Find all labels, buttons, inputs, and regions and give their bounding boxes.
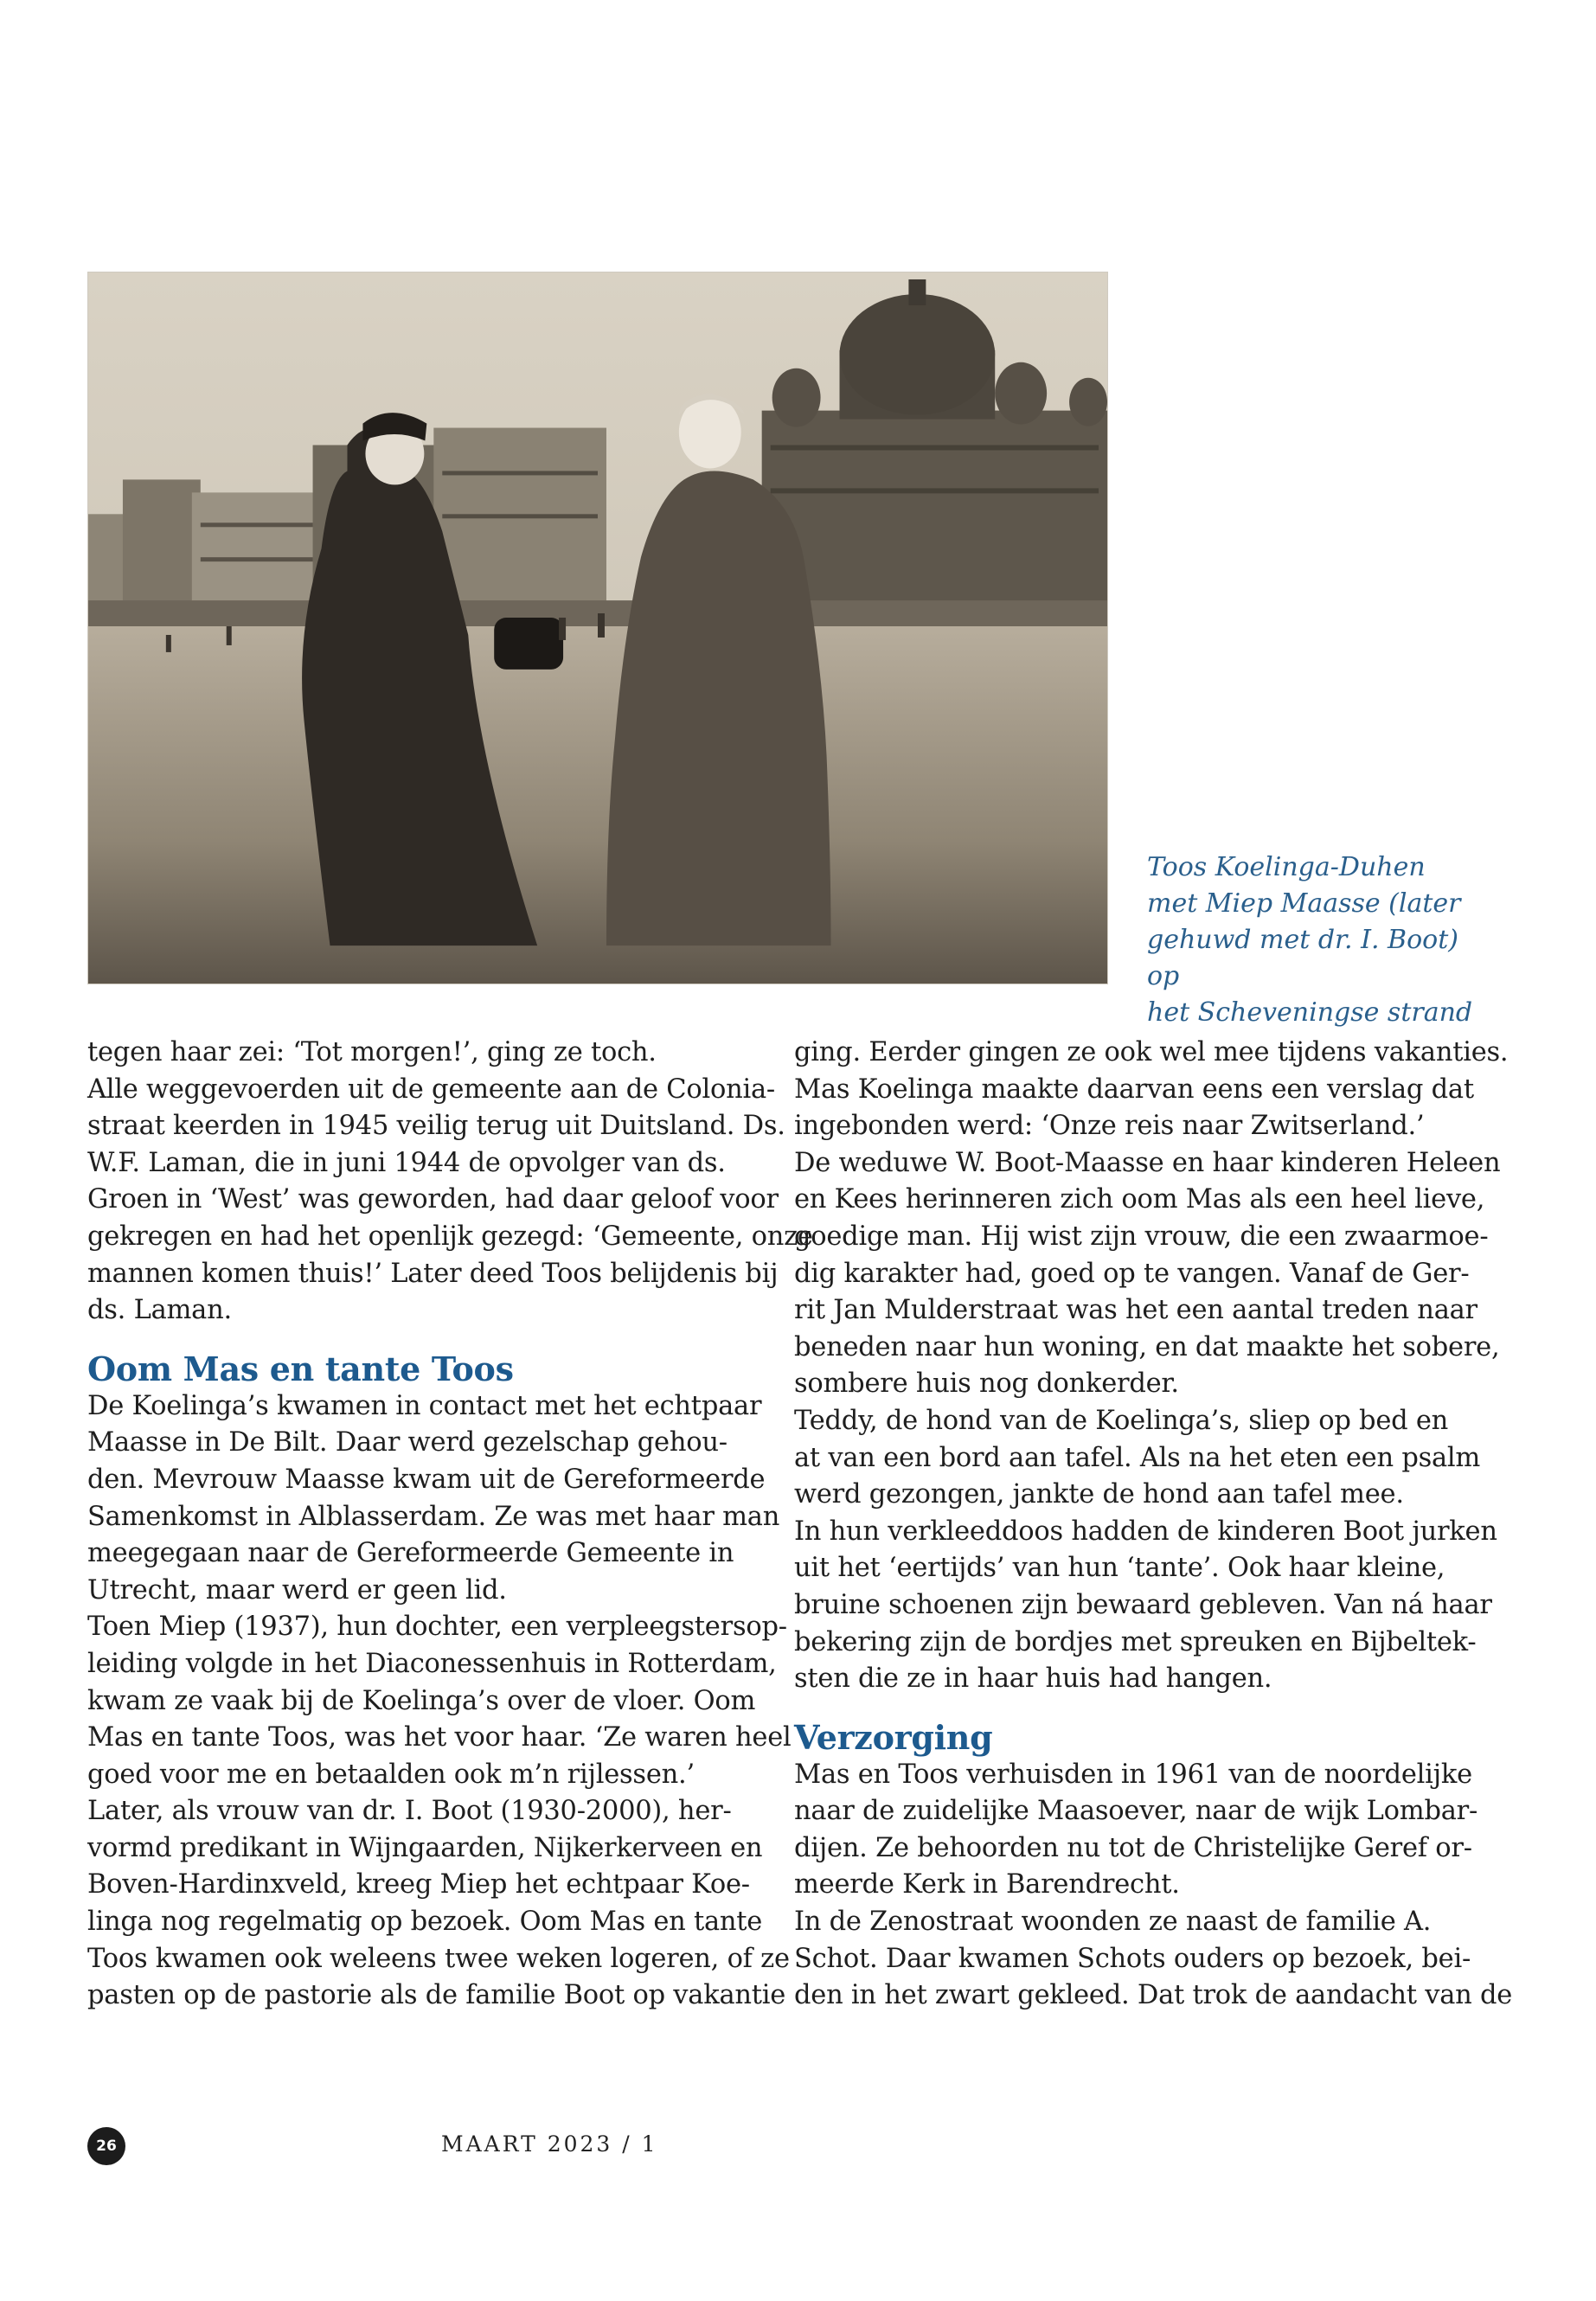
page-number-badge: 26 [87, 2127, 125, 2165]
right-para-1 [794, 1035, 1509, 1698]
text-line: rit Jan Mulderstraat was het een aantal treden naar [794, 1295, 1477, 1326]
text-line: ds. Laman. [87, 1295, 232, 1326]
caption-line: het Scheveningse strand [1147, 997, 1473, 1028]
text-line: Boven-Hardinxveld, kreeg Miep het echtpaar Koe- [87, 1869, 750, 1900]
text-line: ingebonden werd: ‘Onze reis naar Zwitserland.’ [794, 1111, 1425, 1142]
left-para-2 [87, 1388, 792, 2015]
text-line: vormd predikant in Wijngaarden, Nijkerkerveen en [87, 1832, 763, 1863]
text-line: kwam ze vaak bij de Koelinga’s over de vloer. Oom [87, 1685, 756, 1716]
text-line: Toos kwamen ook weleens twee weken logeren, of ze [87, 1943, 790, 1974]
text-line: beneden naar hun woning, en dat maakte het sobere, [794, 1331, 1500, 1362]
section-heading-verzorging: Verzorging [794, 1717, 993, 1757]
text-line: bruine schoenen zijn bewaard gebleven. Van ná haar [794, 1589, 1492, 1620]
text-line: werd gezongen, jankte de hond aan tafel mee. [794, 1479, 1404, 1510]
text-line: Alle weggevoerden uit de gemeente aan de Colonia- [87, 1074, 775, 1105]
text-line: pasten op de pastorie als de familie Boot op vakantie [87, 1980, 786, 2011]
text-line: bekering zijn de bordjes met spreuken en Bijbeltek- [794, 1626, 1477, 1657]
right-column [794, 1035, 1513, 2015]
text-line: De weduwe W. Boot-Maasse en haar kinderen Heleen [794, 1147, 1501, 1178]
text-line: tegen haar zei: ‘Tot morgen!’, ging ze toch. [87, 1037, 657, 1067]
caption-line: gehuwd met dr. I. Boot) op [1147, 925, 1458, 991]
text-line: Toen Miep (1937), hun dochter, een verpleegstersop- [87, 1612, 787, 1643]
photo-caption [1147, 849, 1493, 1031]
text-line: Mas Koelinga maakte daarvan eens een verslag dat [794, 1074, 1474, 1105]
text-line: naar de zuidelijke Maasoever, naar de wijk Lombar- [794, 1796, 1478, 1827]
text-line: mannen komen thuis!’ Later deed Toos belijdenis bij [87, 1258, 779, 1289]
beach-photo [87, 272, 1108, 984]
text-line: Mas en tante Toos, was het voor haar. ‘Ze waren heel [87, 1722, 792, 1753]
left-para-1 [87, 1035, 813, 1330]
section-heading-oom-mas: Oom Mas en tante Toos [87, 1349, 514, 1388]
text-line: In de Zenostraat woonden ze naast de familie A. [794, 1907, 1432, 1938]
text-line: sombere huis nog donkerder. [794, 1368, 1179, 1400]
text-line: sten die ze in haar huis had hangen. [794, 1663, 1272, 1695]
right-para-2 [794, 1757, 1513, 2015]
left-column [87, 1035, 813, 2015]
beach-photo-icon [88, 272, 1107, 984]
text-line: uit het ‘eertijds’ van hun ‘tante’. Ook haar kleine, [794, 1553, 1445, 1584]
text-line: goedige man. Hij wist zijn vrouw, die een zwaarmoe- [794, 1221, 1489, 1252]
text-line: dijen. Ze behoorden nu tot de Christelijke Geref or- [794, 1832, 1472, 1863]
text-line: Teddy, de hond van de Koelinga’s, sliep op bed en [794, 1405, 1449, 1436]
text-line: Mas en Toos verhuisden in 1961 van de noordelijke [794, 1759, 1472, 1790]
caption-line: met Miep Maasse (later [1147, 888, 1461, 919]
text-line: Utrecht, maar werd er geen lid. [87, 1574, 507, 1606]
text-line: dig karakter had, goed op te vangen. Vanaf de Ger- [794, 1258, 1470, 1289]
text-line: straat keerden in 1945 veilig terug uit Duitsland. Ds. [87, 1111, 785, 1142]
text-line: meegegaan naar de Gereformeerde Gemeente in [87, 1538, 734, 1569]
text-line: gekregen en had het openlijk gezegd: ‘Gemeente, onze [87, 1221, 813, 1252]
text-line: den in het zwart gekleed. Dat trok de aandacht van de [794, 1980, 1513, 2011]
text-line: den. Mevrouw Maasse kwam uit de Gereformeerde [87, 1464, 766, 1495]
caption-line: Toos Koelinga-Duhen [1147, 852, 1426, 882]
text-line: In hun verkleeddoos hadden de kinderen Boot jurken [794, 1516, 1497, 1547]
text-line: W.F. Laman, die in juni 1944 de opvolger van ds. [87, 1147, 726, 1178]
text-line: leiding volgde in het Diaconessenhuis in Rotterdam, [87, 1648, 777, 1679]
text-line: Samenkomst in Alblasserdam. Ze was met haar man [87, 1501, 780, 1532]
text-line: De Koelinga’s kwamen in contact met het echtpaar [87, 1390, 762, 1421]
text-line: meerde Kerk in Barendrecht. [794, 1869, 1180, 1900]
text-line: en Kees herinneren zich oom Mas als een heel lieve, [794, 1184, 1485, 1215]
text-line: Maasse in De Bilt. Daar werd gezelschap gehou- [87, 1427, 727, 1458]
text-line: goed voor me en betaalden ook m’n rijlessen.’ [87, 1759, 695, 1790]
text-line: at van een bord aan tafel. Als na het eten een psalm [794, 1442, 1481, 1473]
issue-label: MAART 2023 / 1 [441, 2131, 658, 2157]
text-line: Later, als vrouw van dr. I. Boot (1930-2000), her- [87, 1796, 732, 1827]
text-line: Schot. Daar kwamen Schots ouders op bezoek, bei- [794, 1943, 1471, 1974]
text-line: Groen in ‘West’ was geworden, had daar geloof voor [87, 1184, 779, 1215]
text-line: ging. Eerder gingen ze ook wel mee tijdens vakanties. [794, 1037, 1509, 1067]
text-line: linga nog regelmatig op bezoek. Oom Mas en tante [87, 1907, 763, 1938]
